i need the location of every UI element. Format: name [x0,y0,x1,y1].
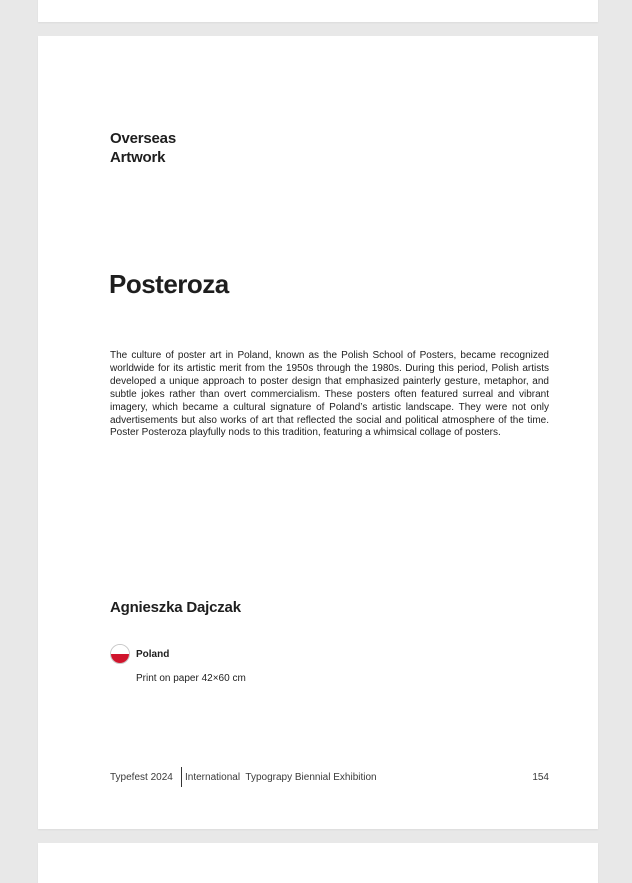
artwork-medium: Print on paper 42×60 cm [136,673,246,684]
next-page [38,843,598,883]
artwork-description: The culture of poster art in Poland, known as the Polish School of Posters, became recognized worldwide for its artistic merit from the 1950s through the 1980s. During this period, Polish artists developed a unique approach to poster design that emphasized painterly gesture, metaphor, and subtle jokes rather than overt commercialism. These posters often featured surreal and vibrant imagery, which became a cultural signature of Poland’s artistic landscape. They were not only advertisements but also works of art that reflected the social and political atmosphere of the time. Poster Posteroza playfully nods to this tradition, featuring a whimsical collage of posters. [110,350,549,439]
footer-divider [181,767,182,787]
footer-exhibition: International Typograpy Biennial Exhibition [185,772,377,783]
flag-red-stripe [111,654,129,663]
previous-page [38,0,598,22]
document-page [38,36,598,829]
section-label-line-2: Artwork [110,149,166,166]
page-number: 154 [532,772,549,783]
section-label-line-1: Overseas [110,130,176,147]
page-footer [110,767,549,789]
footer-event: Typefest 2024 [110,772,173,783]
artwork-title: Posteroza [109,269,229,299]
artist-name: Agnieszka Dajczak [110,599,241,616]
poland-flag-icon [110,644,130,664]
section-label [110,129,176,167]
flag-white-stripe [111,645,129,654]
artist-country: Poland [136,649,170,660]
